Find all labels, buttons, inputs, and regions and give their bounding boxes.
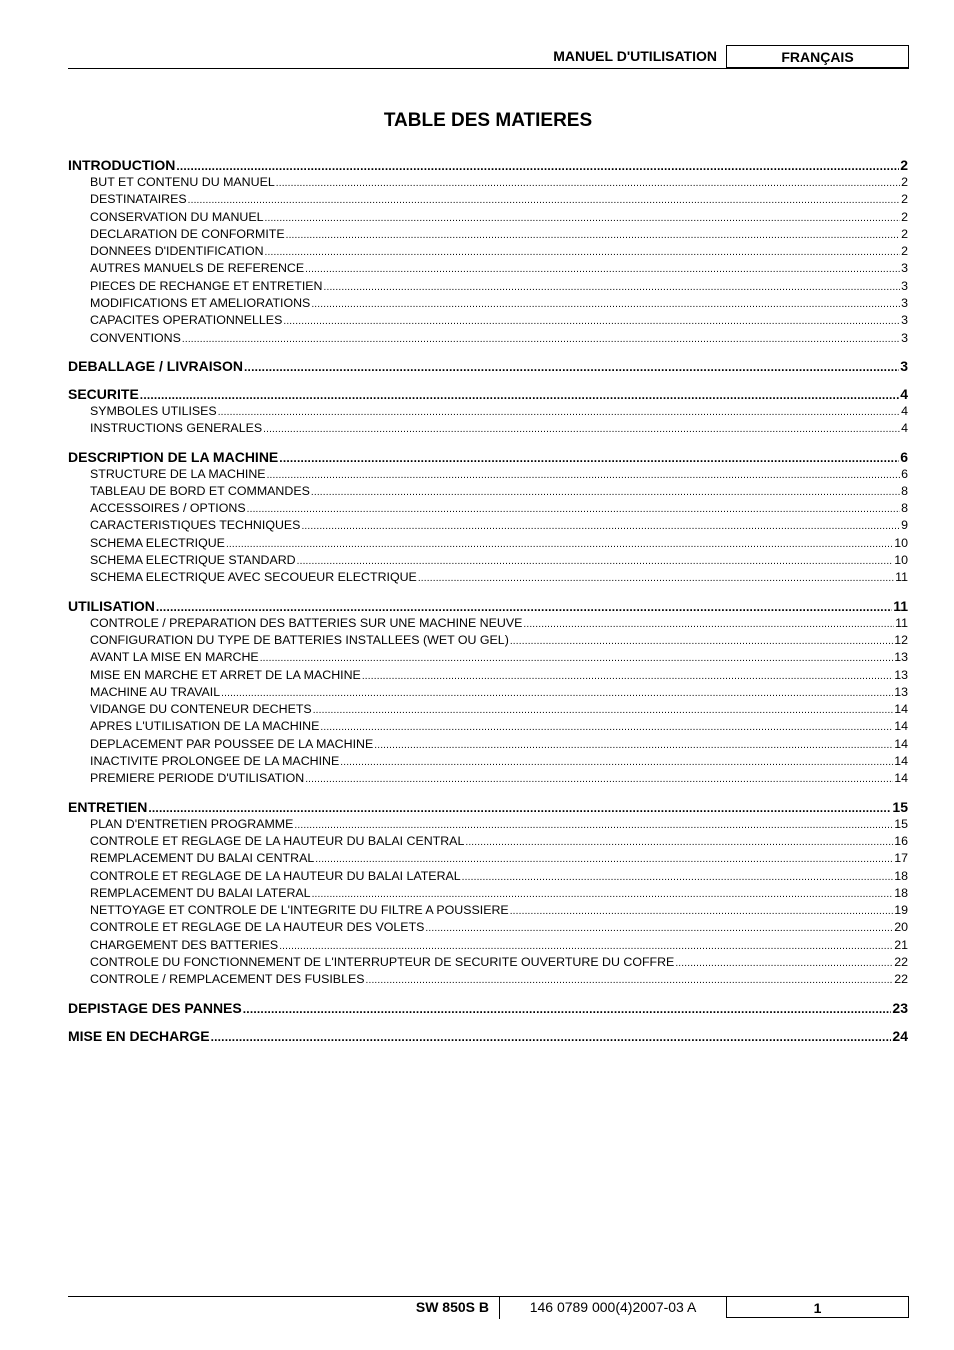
dot-leader (311, 484, 900, 500)
toc-subentry[interactable] (68, 684, 908, 701)
toc-entry-label: CONSERVATION DU MANUEL (90, 209, 264, 224)
toc-entry-label: AVANT LA MISE EN MARCHE (90, 650, 259, 665)
toc-entry-page: 2 (900, 157, 908, 173)
dot-leader (221, 685, 893, 701)
table-of-contents (68, 156, 908, 1055)
dot-leader (244, 358, 899, 375)
toc-section-heading[interactable] (68, 156, 908, 174)
toc-entry-label: INTRODUCTION (68, 157, 176, 173)
toc-section-heading[interactable] (68, 448, 908, 466)
toc-entry-label: CONTROLE ET REGLAGE DE LA HAUTEUR DES VOLETS (90, 920, 425, 935)
toc-entry-label: SCHEMA ELECTRIQUE (90, 535, 225, 550)
toc-entry-page: 23 (892, 999, 908, 1016)
toc-entry-label: CONTROLE / REMPLACEMENT DES FUSIBLES (90, 972, 365, 987)
toc-entry-page: 18 (894, 868, 908, 883)
toc-entry-label: PLAN D'ENTRETIEN PROGRAMME (90, 816, 294, 831)
page-footer (68, 1296, 909, 1320)
toc-entry-page: 15 (894, 816, 908, 831)
toc-entry-page: 9 (901, 518, 908, 533)
toc-entry-label: VIDANGE DU CONTENEUR DECHETS (90, 702, 312, 717)
toc-entry-label: APRES L'UTILISATION DE LA MACHINE (90, 719, 320, 734)
dot-leader (286, 227, 901, 243)
toc-entry-label: MACHINE AU TRAVAIL (90, 684, 221, 699)
manual-title: MANUEL D'UTILISATION (553, 48, 717, 64)
toc-entry-page: 13 (894, 667, 908, 682)
toc-entry-page: 21 (894, 937, 908, 952)
toc-subentry[interactable] (68, 937, 908, 954)
toc-entry-label: DESCRIPTION DE LA MACHINE (68, 448, 279, 465)
toc-entry-page: 4 (900, 385, 908, 402)
toc-subentry[interactable] (68, 649, 908, 666)
toc-section-heading[interactable] (68, 357, 908, 375)
toc-title: TABLE DES MATIERES (383, 110, 593, 131)
toc-entry-label: CONTROLE ET REGLAGE DE LA HAUTEUR DU BALAI LATERAL (90, 868, 461, 883)
toc-entry-page: 22 (894, 972, 908, 987)
toc-subentry[interactable] (68, 535, 908, 552)
dot-leader (297, 553, 894, 569)
dot-leader (279, 449, 899, 466)
dot-leader (263, 421, 900, 437)
toc-subentry[interactable] (68, 615, 908, 632)
dot-leader (276, 175, 900, 191)
toc-entry-label: CAPACITES OPERATIONNELLES (90, 313, 283, 328)
toc-subentry[interactable] (68, 701, 908, 718)
dot-leader (294, 817, 893, 833)
toc-subentry[interactable] (68, 833, 908, 850)
page-header (68, 44, 909, 69)
toc-entry-label: NETTOYAGE ET CONTROLE DE L'INTEGRITE DU FILTRE A POUSSIERE (90, 903, 509, 918)
toc-entry-page: 13 (894, 684, 908, 699)
toc-entry-page: 3 (901, 296, 908, 311)
toc-entry-page: 3 (901, 278, 908, 293)
toc-subentry[interactable] (68, 420, 908, 437)
toc-entry-page: 6 (900, 448, 908, 465)
dot-leader (510, 903, 894, 919)
dot-leader (188, 192, 900, 208)
toc-entry-page: 10 (894, 535, 908, 550)
toc-entry-label: REMPLACEMENT DU BALAI CENTRAL (90, 851, 315, 866)
toc-entry-page: 3 (901, 330, 908, 345)
toc-entry-label: ENTRETIEN (68, 798, 148, 815)
toc-entry-label: MISE EN DECHARGE (68, 1027, 210, 1044)
toc-subentry[interactable] (68, 226, 908, 243)
toc-entry-label: DESTINATAIRES (90, 192, 187, 207)
toc-entry-label: AUTRES MANUELS DE REFERENCE (90, 261, 305, 276)
dot-leader (462, 869, 894, 885)
toc-subentry[interactable] (68, 500, 908, 517)
dot-leader (247, 501, 900, 517)
toc-subentry[interactable] (68, 971, 908, 988)
dot-leader (267, 467, 901, 483)
dot-leader (211, 1028, 892, 1045)
toc-section-heading[interactable] (68, 1027, 908, 1045)
toc-entry-label: MISE EN MARCHE ET ARRET DE LA MACHINE (90, 667, 361, 682)
toc-entry-page: 3 (901, 313, 908, 328)
toc-entry-page: 13 (894, 650, 908, 665)
toc-entry-page: 2 (901, 244, 908, 259)
toc-section-heading[interactable] (68, 798, 908, 816)
document-reference: 146 0789 000(4)2007-03 A (529, 1299, 697, 1315)
dot-leader (283, 313, 900, 329)
toc-subentry[interactable] (68, 552, 908, 569)
dot-leader (176, 157, 899, 174)
toc-entry-label: STRUCTURE DE LA MACHINE (90, 466, 266, 481)
toc-subentry[interactable] (68, 209, 908, 226)
toc-entry-page: 6 (901, 466, 908, 481)
toc-subentry[interactable] (68, 517, 908, 534)
dot-leader (182, 331, 900, 347)
toc-entry-label: CARACTERISTIQUES TECHNIQUES (90, 518, 301, 533)
toc-subentry[interactable] (68, 632, 908, 649)
dot-leader (311, 296, 900, 312)
toc-entry-page: 14 (894, 702, 908, 717)
toc-entry-page: 14 (894, 736, 908, 751)
toc-section-heading[interactable] (68, 385, 908, 403)
toc-section (68, 357, 908, 375)
toc-entry-label: DECLARATION DE CONFORMITE (90, 226, 285, 241)
toc-subentry[interactable] (68, 770, 908, 787)
toc-entry-label: CONTROLE / PREPARATION DES BATTERIES SUR UNE MACHINE NEUVE (90, 615, 523, 630)
dot-leader (305, 771, 893, 787)
toc-entry-label: ACCESSOIRES / OPTIONS (90, 501, 246, 516)
toc-entry-label: DEPISTAGE DES PANNES (68, 999, 242, 1016)
toc-entry-page: 18 (894, 885, 908, 900)
dot-leader (243, 1000, 892, 1017)
dot-leader (366, 972, 894, 988)
toc-section (68, 597, 908, 788)
dot-leader (226, 536, 893, 552)
toc-subentry[interactable] (68, 753, 908, 770)
toc-entry-page: 14 (894, 771, 908, 786)
toc-section (68, 798, 908, 989)
toc-entry-page: 2 (901, 192, 908, 207)
toc-entry-page: 11 (895, 570, 908, 585)
toc-entry-page: 17 (894, 851, 908, 866)
toc-subentry[interactable] (68, 954, 908, 971)
dot-leader (315, 851, 893, 867)
toc-subentry[interactable] (68, 919, 908, 936)
toc-entry-page: 2 (901, 226, 908, 241)
toc-entry-page: 8 (901, 501, 908, 516)
toc-entry-label: DEPLACEMENT PAR POUSSEE DE LA MACHINE (90, 736, 374, 751)
toc-entry-label: CONVENTIONS (90, 330, 181, 345)
toc-subentry[interactable] (68, 736, 908, 753)
toc-subentry[interactable] (68, 902, 908, 919)
toc-section-heading[interactable] (68, 999, 908, 1017)
toc-subentry[interactable] (68, 278, 908, 295)
toc-entry-label: INACTIVITE PROLONGEE DE LA MACHINE (90, 754, 340, 769)
dot-leader (312, 886, 894, 902)
toc-entry-page: 12 (894, 632, 908, 647)
toc-subentry[interactable] (68, 243, 908, 260)
toc-entry-page: 8 (901, 483, 908, 498)
toc-entry-label: SCHEMA ELECTRIQUE STANDARD (90, 553, 296, 568)
toc-section (68, 1027, 908, 1045)
toc-subentry[interactable] (68, 466, 908, 483)
toc-subentry[interactable] (68, 483, 908, 500)
toc-entry-label: CONFIGURATION DU TYPE DE BATTERIES INSTALLEES (WET OU GEL) (90, 632, 509, 647)
toc-entry-label: DEBALLAGE / LIVRAISON (68, 357, 244, 374)
toc-subentry[interactable] (68, 295, 908, 312)
dot-leader (265, 210, 901, 226)
toc-entry-label: INSTRUCTIONS GENERALES (90, 421, 263, 436)
language-label: FRANÇAIS (726, 45, 909, 68)
toc-entry-page: 3 (900, 357, 908, 374)
toc-entry-label: CONTROLE DU FONCTIONNEMENT DE L'INTERRUPTEUR DE SECURITE OUVERTURE DU COFFRE (90, 954, 675, 969)
toc-entry-page: 4 (901, 421, 908, 436)
toc-entry-page: 11 (893, 597, 908, 614)
toc-entry-page: 2 (901, 175, 908, 189)
toc-entry-label: MODIFICATIONS ET AMELIORATIONS (90, 296, 311, 311)
toc-subentry[interactable] (68, 850, 908, 867)
toc-entry-page: 4 (901, 403, 908, 418)
dot-leader (305, 261, 900, 277)
toc-entry-label: CHARGEMENT DES BATTERIES (90, 937, 279, 952)
toc-entry-page: 14 (894, 719, 908, 734)
toc-subentry[interactable] (68, 312, 908, 329)
toc-subentry[interactable] (68, 868, 908, 885)
dot-leader (279, 938, 893, 954)
toc-subentry[interactable] (68, 816, 908, 833)
dot-leader (374, 737, 893, 753)
toc-entry-label: SCHEMA ELECTRIQUE AVEC SECOUEUR ELECTRIQUE (90, 570, 417, 585)
toc-entry-label: CONTROLE ET REGLAGE DE LA HAUTEUR DU BALAI CENTRAL (90, 833, 465, 848)
toc-subentry[interactable] (68, 174, 908, 191)
toc-entry-label: DONNEES D'IDENTIFICATION (90, 244, 264, 259)
toc-entry-page: 2 (901, 209, 908, 224)
dot-leader (418, 570, 894, 586)
toc-entry-label: TABLEAU DE BORD ET COMMANDES (90, 483, 310, 498)
toc-entry-page: 10 (894, 553, 908, 568)
dot-leader (675, 955, 893, 971)
dot-leader (362, 668, 893, 684)
model-name: SW 850S B (388, 1296, 500, 1319)
dot-leader (340, 754, 893, 770)
toc-entry-label: PREMIERE PERIODE D'UTILISATION (90, 771, 305, 786)
toc-section (68, 999, 908, 1017)
toc-subentry[interactable] (68, 718, 908, 735)
toc-subentry[interactable] (68, 191, 908, 208)
dot-leader (323, 279, 900, 295)
dot-leader (260, 650, 894, 666)
toc-entry-page: 3 (901, 261, 908, 276)
toc-entry-label: PIECES DE RECHANGE ET ENTRETIEN (90, 278, 323, 293)
toc-subentry[interactable] (68, 667, 908, 684)
toc-entry-page: 11 (895, 615, 908, 630)
dot-leader (301, 518, 900, 534)
dot-leader (465, 834, 893, 850)
dot-leader (523, 616, 894, 632)
toc-section-heading[interactable] (68, 597, 908, 615)
dot-leader (156, 598, 892, 615)
toc-entry-label: SECURITE (68, 385, 139, 402)
dot-leader (320, 719, 893, 735)
dot-leader (425, 920, 893, 936)
toc-subentry[interactable] (68, 885, 908, 902)
toc-entry-label: UTILISATION (68, 597, 155, 614)
toc-section (68, 156, 908, 347)
toc-entry-page: 22 (894, 954, 908, 969)
dot-leader (510, 633, 893, 649)
toc-subentry[interactable] (68, 260, 908, 277)
toc-entry-page: 15 (892, 798, 908, 815)
toc-subentry[interactable] (68, 330, 908, 347)
toc-entry-page: 20 (894, 920, 908, 935)
dot-leader (148, 799, 891, 816)
dot-leader (265, 244, 901, 260)
toc-entry-page: 24 (892, 1027, 908, 1044)
dot-leader (313, 702, 894, 718)
dot-leader (218, 404, 900, 420)
toc-subentry[interactable] (68, 403, 908, 420)
toc-entry-label: BUT ET CONTENU DU MANUEL (90, 175, 275, 189)
toc-entry-label: REMPLACEMENT DU BALAI LATERAL (90, 885, 311, 900)
toc-entry-page: 19 (894, 903, 908, 918)
toc-subentry[interactable] (68, 569, 908, 586)
toc-section (68, 448, 908, 587)
page-number: 1 (726, 1296, 909, 1318)
toc-section (68, 385, 908, 438)
toc-entry-page: 14 (894, 754, 908, 769)
toc-entry-page: 16 (894, 833, 908, 848)
toc-entry-label: SYMBOLES UTILISES (90, 403, 217, 418)
dot-leader (140, 386, 899, 403)
